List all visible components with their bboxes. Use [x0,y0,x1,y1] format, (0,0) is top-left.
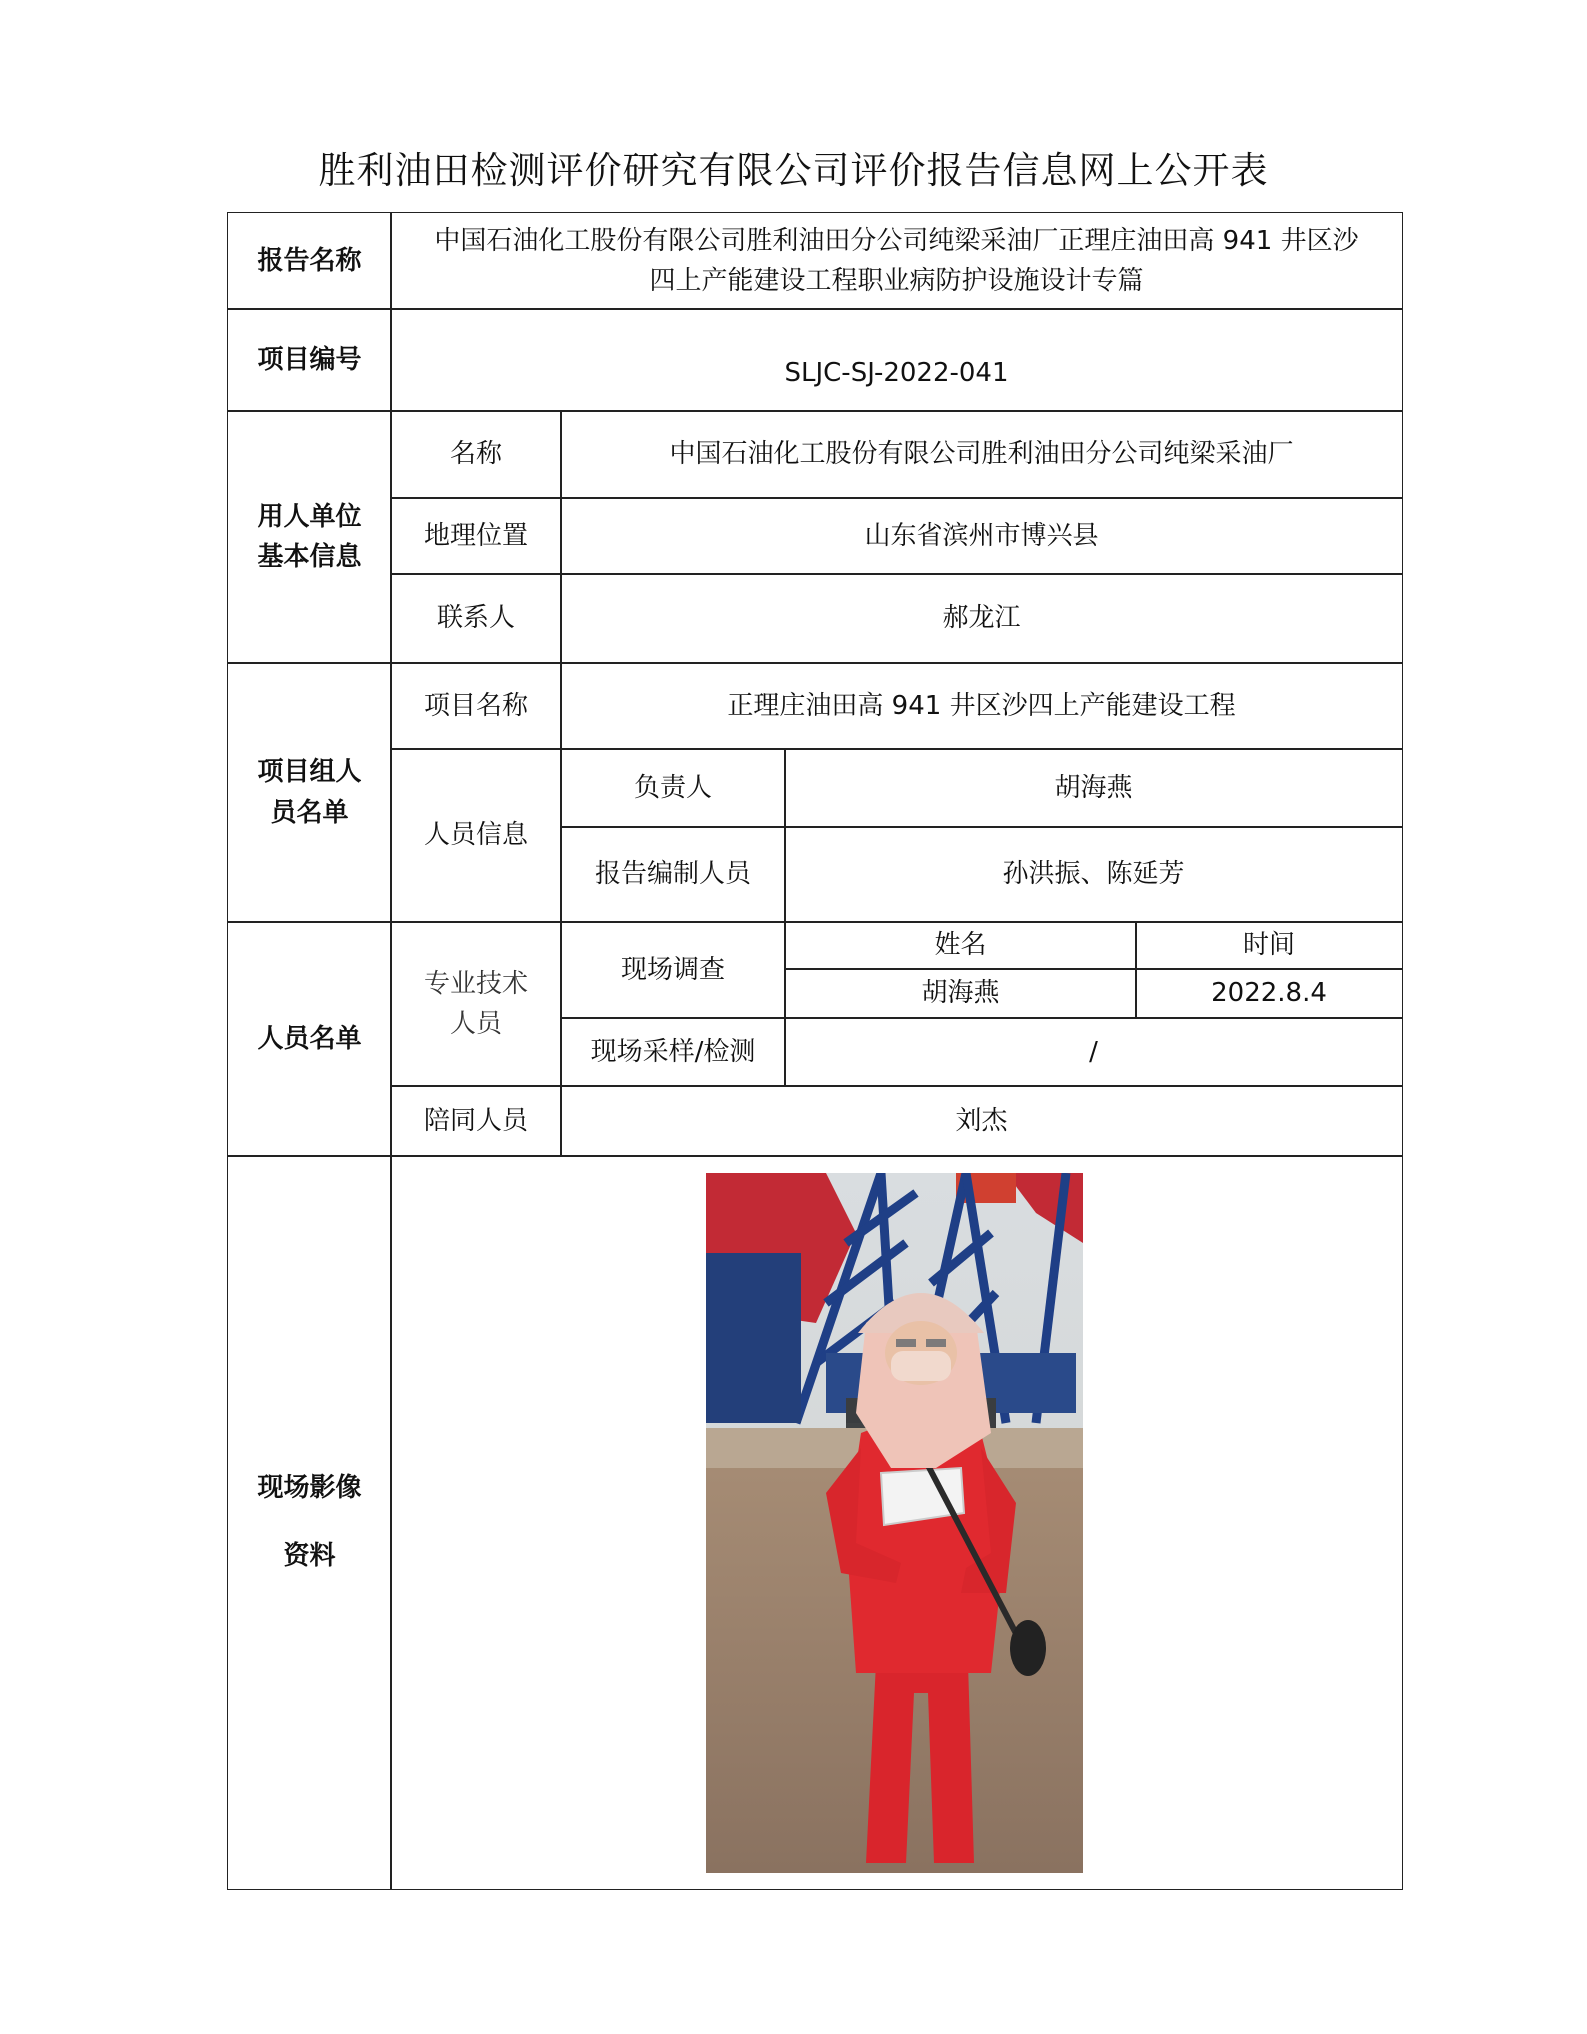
leader-label-text: 负责人 [633,772,712,803]
site-images-label-line1: 现场影像 [257,1472,362,1503]
staff-info-label-text: 人员信息 [423,820,528,851]
tech-staff-label-line2: 人员 [449,1009,502,1039]
page-title: 胜利油田检测评价研究有限公司评价报告信息网上公开表 [318,149,1269,192]
employer-location-label-text: 地理位置 [423,520,528,551]
project-no-label [227,308,392,412]
employer-label-line1: 用人单位 [257,501,362,532]
project-no-label-text: 项目编号 [257,344,362,375]
survey-date-text: 2022.8.4 [1211,978,1327,1009]
project-name-value-text: 正理庄油田高 941 井区沙四上产能建设工程 [727,690,1236,721]
staff-info-label [390,748,562,923]
report-name-line2: 四上产能建设工程职业病防护设施设计专篇 [649,266,1144,296]
employer-name-label-text: 名称 [449,439,502,470]
site-photo [706,1173,1083,1873]
col-name-header-text: 姓名 [934,930,987,961]
project-no-value-text: SLJC-SJ-2022-041 [784,357,1009,388]
report-name-value [390,212,1403,310]
employer-location-value-text: 山东省滨州市博兴县 [864,520,1099,551]
personnel-label-text: 人员名单 [257,1023,362,1054]
authors-label [560,826,786,923]
col-name-header [784,921,1137,970]
sampling-label [560,1017,786,1087]
employer-contact-value-text: 郝龙江 [942,603,1021,634]
leader-value-text: 胡海燕 [1054,772,1133,803]
survey-date-cell [1135,968,1403,1019]
project-team-label-line1: 项目组人 [257,757,362,788]
employer-contact-label-text: 联系人 [436,603,515,634]
survey-label-text: 现场调查 [620,954,725,985]
accompany-value-text: 刘杰 [955,1105,1008,1136]
report-name-label-text: 报告名称 [257,245,362,276]
employer-location-value [560,497,1403,575]
survey-label [560,921,786,1019]
employer-location-label [390,497,562,575]
employer-contact-value [560,573,1403,664]
sampling-label-text: 现场采样/检测 [590,1036,756,1067]
employer-name-label [390,410,562,499]
col-time-header-text: 时间 [1242,930,1295,961]
authors-value [784,826,1403,923]
sampling-value [784,1017,1403,1087]
sampling-value-text: / [1089,1036,1098,1067]
accompany-value [560,1085,1403,1157]
project-name-value [560,662,1403,750]
col-time-header [1135,921,1403,970]
project-team-label [227,662,392,923]
report-name-line1: 中国石油化工股份有限公司胜利油田分公司纯梁采油厂正理庄油田高 941 井区沙 [434,225,1359,256]
survey-name-text: 胡海燕 [921,978,1000,1009]
authors-value-text: 孙洪振、陈延芳 [1002,859,1185,890]
tech-staff-label [390,921,562,1087]
employer-name-value-text: 中国石油化工股份有限公司胜利油田分公司纯梁采油厂 [669,439,1294,470]
tech-staff-label-line1: 专业技术 [423,968,528,999]
employer-label-line2: 基本信息 [257,542,362,572]
employer-name-value [560,410,1403,499]
survey-name-cell [784,968,1137,1019]
site-images-label [227,1155,392,1890]
authors-label-text: 报告编制人员 [594,859,751,890]
project-name-label-text: 项目名称 [423,690,528,721]
accompany-label [390,1085,562,1157]
report-name-label [227,212,392,310]
project-name-label [390,662,562,750]
employer-label [227,410,392,664]
leader-value [784,748,1403,828]
site-images-label-line2: 资料 [283,1540,336,1571]
project-no-value [390,308,1403,412]
personnel-label [227,921,392,1157]
accompany-label-text: 陪同人员 [423,1105,528,1136]
employer-contact-label [390,573,562,664]
leader-label [560,748,786,828]
project-team-label-line2: 员名单 [270,797,349,828]
